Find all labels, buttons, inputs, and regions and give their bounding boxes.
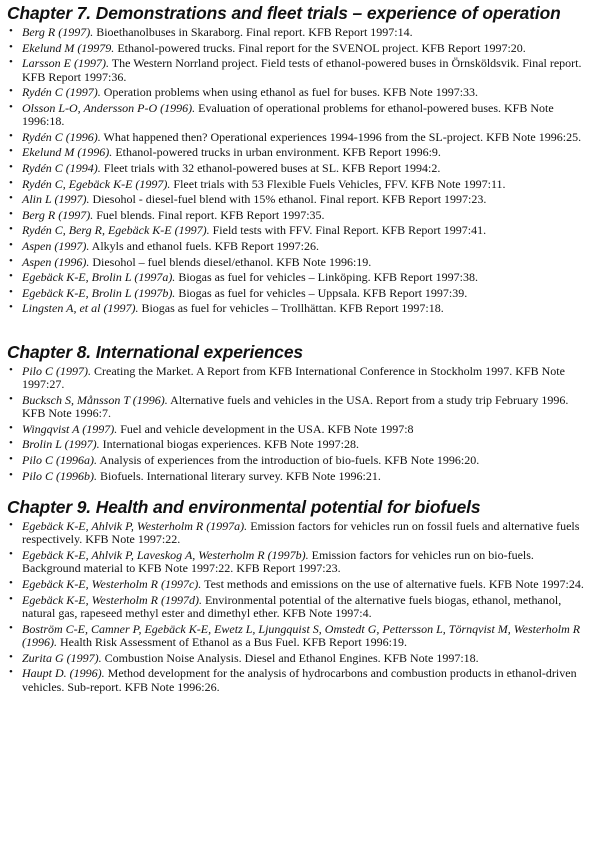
reference-text: Biogas as fuel for vehicles – Linköping. KFB Report 1997:38. — [175, 270, 478, 285]
bullet-icon: • — [9, 363, 13, 376]
reference-item — [7, 162, 592, 175]
reference-item — [7, 438, 592, 451]
reference-authors: Alin L (1997). — [22, 192, 90, 207]
bullet-icon: • — [9, 576, 13, 589]
reference-text: Biofuels. International literary survey. KFB Note 1996:21. — [97, 468, 381, 483]
reference-item — [7, 549, 592, 576]
bullet-icon: • — [9, 666, 13, 679]
reference-authors: Haupt D. (1996). — [22, 666, 105, 681]
reference-text: Analysis of experiences from the introduction of bio-fuels. KFB Note 1996:20. — [97, 452, 480, 467]
reference-text: Fuel and vehicle development in the USA. KFB Note 1997:8 — [117, 421, 414, 436]
chapter-7-section — [7, 2, 592, 316]
reference-item — [7, 287, 592, 300]
reference-text: Biogas as fuel for vehicles – Uppsala. KFB Report 1997:39. — [175, 285, 468, 300]
reference-text: Diesohol – fuel blends diesel/ethanol. KFB Note 1996:19. — [89, 254, 372, 269]
bullet-icon: • — [9, 270, 13, 283]
reference-item — [7, 520, 592, 547]
reference-text: Fleet trials with 32 ethanol-powered buses at SL. KFB Report 1994:2. — [100, 160, 441, 175]
bullet-icon: • — [9, 238, 13, 251]
reference-authors: Zurita G (1997). — [22, 650, 102, 665]
reference-item — [7, 302, 592, 315]
reference-item — [7, 394, 592, 421]
chapter-7-reference-list — [7, 26, 592, 316]
reference-item — [7, 454, 592, 467]
reference-authors: Egebäck K-E, Ahlvik P, Westerholm R (1997a). — [22, 518, 248, 533]
reference-text: Diesohol - diesel-fuel blend with 15% ethanol. Final report. KFB Report 1997:23. — [89, 192, 487, 207]
reference-authors: Rydén C (1994). — [22, 160, 101, 175]
reference-authors: Olsson L-O, Andersson P-O (1996). — [22, 100, 196, 115]
reference-item — [7, 26, 592, 39]
reference-authors: Egebäck K-E, Westerholm R (1997c). — [22, 576, 202, 591]
reference-item — [7, 102, 592, 129]
bullet-icon: • — [9, 437, 13, 450]
bullet-icon: • — [9, 85, 13, 98]
reference-text: Bioethanolbuses in Skaraborg. Final report. KFB Report 1997:14. — [93, 25, 413, 39]
reference-text: Method development for the analysis of hydrocarbons and combustion products in ethanol-driven vehicles. Sub-report. KFB Note 1996:26. — [22, 666, 577, 694]
reference-text: Combustion Noise Analysis. Diesel and Ethanol Engines. KFB Note 1997:18. — [101, 650, 479, 665]
bullet-icon: • — [9, 25, 13, 37]
chapter-9-reference-list — [7, 520, 592, 694]
reference-text: The Western Norrland project. Field tests of ethanol-powered buses in Örnsköldsvik. Final report. KFB Report 1997:36. — [22, 56, 582, 84]
reference-text: Environmental potential of the alternative fuels biogas, ethanol, methanol, natural gas, rapeseed methyl ester and dimethyl ether. KFB Note 1997:4. — [22, 592, 562, 620]
reference-authors: Pilo C (1996a). — [22, 452, 97, 467]
reference-authors: Wingqvist A (1997). — [22, 421, 118, 436]
reference-text: Emission factors for vehicles run on fossil fuels and alternative fuels respectively. KFB Note 1997:22. — [22, 518, 580, 547]
bullet-icon: • — [9, 452, 13, 465]
reference-authors: Brolin L (1997). — [22, 437, 100, 452]
bullet-icon: • — [9, 129, 13, 142]
reference-authors: Boström C-E, Camner P, Egebäck K-E, Ewetz L, Ljungquist S, Omstedt G, Pettersson L, Törnqvist M, Westerholm R (1996). — [22, 621, 581, 649]
reference-authors: Egebäck K-E, Brolin L (1997a). — [22, 270, 176, 285]
bullet-icon: • — [9, 421, 13, 434]
bullet-icon: • — [9, 56, 13, 69]
reference-item — [7, 256, 592, 269]
bullet-icon: • — [9, 650, 13, 663]
reference-authors: Ekelund M (1996). — [22, 145, 113, 160]
reference-authors: Pilo C (1996b). — [22, 468, 97, 483]
reference-text: Test methods and emissions on the use of alternative fuels. KFB Note 1997:24. — [201, 576, 584, 591]
reference-authors: Rydén C, Berg R, Egebäck K-E (1997). — [22, 223, 210, 238]
bullet-icon: • — [9, 254, 13, 267]
bullet-icon: • — [9, 176, 13, 189]
reference-authors: Rydén C (1997). — [22, 85, 101, 100]
chapter-8-section — [7, 341, 592, 483]
reference-authors: Ekelund M (19979. — [22, 40, 115, 55]
bullet-icon: • — [9, 145, 13, 158]
reference-item — [7, 667, 592, 694]
bullet-icon: • — [9, 285, 13, 298]
bullet-icon: • — [9, 207, 13, 220]
reference-text: International biogas experiences. KFB Note 1997:28. — [99, 437, 359, 452]
reference-authors: Egebäck K-E, Ahlvik P, Laveskog A, Westerholm R (1997b). — [22, 547, 309, 562]
reference-authors: Bucksch S, Månsson T (1996). — [22, 392, 168, 407]
reference-item — [7, 423, 592, 436]
reference-item — [7, 652, 592, 665]
reference-item — [7, 146, 592, 159]
reference-authors: Larsson E (1997). — [22, 56, 110, 71]
reference-authors: Egebäck K-E, Westerholm R (1997d). — [22, 592, 202, 607]
chapter-9-section — [7, 496, 592, 694]
reference-item — [7, 209, 592, 222]
bullet-icon: • — [9, 392, 13, 405]
reference-authors: Lingsten A, et al (1997). — [22, 301, 139, 316]
reference-authors: Berg R (1997). — [22, 207, 94, 222]
reference-item — [7, 470, 592, 483]
reference-authors: Berg R (1997). — [22, 25, 94, 39]
bullet-icon: • — [9, 40, 13, 53]
reference-text: Fuel blends. Final report. KFB Report 1997:35. — [93, 207, 325, 222]
reference-authors: Egebäck K-E, Brolin L (1997b). — [22, 285, 176, 300]
reference-item — [7, 224, 592, 237]
bullet-icon: • — [9, 160, 13, 173]
reference-authors: Aspen (1997). — [22, 238, 90, 253]
reference-text: Biogas as fuel for vehicles – Trollhättan. KFB Report 1997:18. — [138, 301, 444, 316]
reference-text: Evaluation of operational problems for ethanol-powered buses. KFB Note 1996:18. — [22, 100, 554, 129]
reference-text: Fleet trials with 53 Flexible Fuels Vehicles, FFV. KFB Note 1997:11. — [170, 176, 506, 191]
reference-authors: Aspen (1996). — [22, 254, 90, 269]
reference-text: Creating the Market. A Report from KFB International Conference in Stockholm 1997. KFB Note 1997:27. — [22, 363, 565, 392]
reference-item — [7, 240, 592, 253]
reference-text: Alternative fuels and vehicles in the USA. Report from a study trip February 1996. KFB Note 1996:7. — [22, 392, 569, 421]
bullet-icon: • — [9, 592, 13, 605]
chapter-8-reference-list — [7, 365, 592, 483]
reference-text: Health Risk Assessment of Ethanol as a Bus Fuel. KFB Report 1996:19. — [57, 634, 407, 649]
bullet-icon: • — [9, 100, 13, 113]
reference-item — [7, 178, 592, 191]
bullet-icon: • — [9, 547, 13, 560]
reference-item — [7, 271, 592, 284]
reference-text: Alkyls and ethanol fuels. KFB Report 1997:26. — [89, 238, 319, 253]
bullet-icon: • — [9, 621, 13, 634]
reference-authors: Rydén C (1996). — [22, 129, 101, 144]
reference-item — [7, 193, 592, 206]
reference-item — [7, 365, 592, 392]
reference-item — [7, 42, 592, 55]
chapter-7-title: Chapter 7. Demonstrations and fleet trials – experience of operation — [7, 3, 561, 23]
reference-text: Field tests with FFV. Final Report. KFB Report 1997:41. — [209, 223, 487, 238]
reference-item — [7, 594, 592, 621]
reference-authors: Pilo C (1997). — [22, 363, 91, 378]
bullet-icon: • — [9, 192, 13, 205]
bullet-icon: • — [9, 223, 13, 236]
reference-item — [7, 578, 592, 591]
bullet-icon: • — [9, 301, 13, 314]
reference-item — [7, 623, 592, 650]
reference-item — [7, 57, 592, 84]
bullet-icon: • — [9, 468, 13, 481]
chapter-8-title: Chapter 8. International experiences — [7, 341, 304, 362]
reference-text: What happened then? Operational experiences 1994-1996 from the SL-project. KFB Note 1996:25. — [100, 129, 582, 144]
chapter-9-title: Chapter 9. Health and environmental potential for biofuels — [7, 496, 481, 517]
reference-text: Operation problems when using ethanol as fuel for buses. KFB Note 1997:33. — [100, 85, 479, 100]
bullet-icon: • — [9, 518, 13, 531]
reference-item — [7, 131, 592, 144]
reference-text: Emission factors for vehicles run on bio-fuels. Background material to KFB Note 1997:22. KFB Report 1997:23. — [22, 547, 534, 576]
reference-authors: Rydén C, Egebäck K-E (1997). — [22, 176, 171, 191]
reference-item — [7, 86, 592, 99]
reference-text: Ethanol-powered trucks. Final report for the SVENOL project. KFB Report 1997:20. — [114, 40, 526, 55]
reference-text: Ethanol-powered trucks in urban environment. KFB Report 1996:9. — [112, 145, 441, 160]
